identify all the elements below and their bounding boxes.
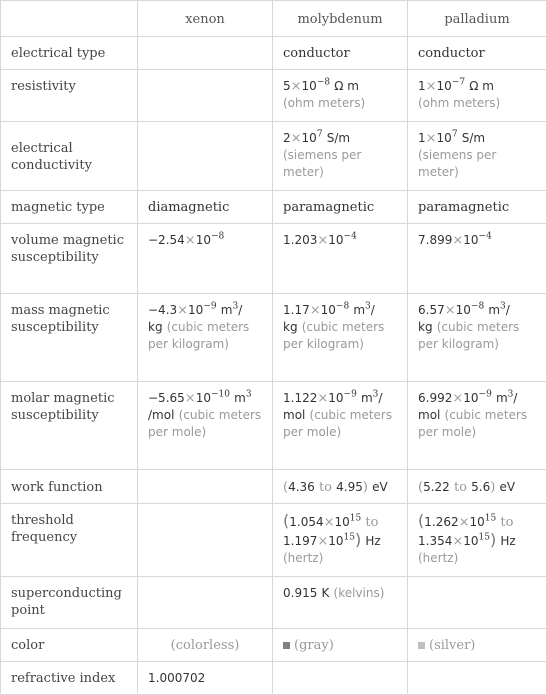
unit-slash: / bbox=[378, 391, 382, 405]
range-high-mantissa: 1.354 bbox=[418, 534, 452, 548]
times-sign: × bbox=[324, 515, 335, 530]
row-label: refractive index bbox=[1, 662, 138, 695]
row-mass-magnetic-susceptibility bbox=[1, 294, 546, 382]
range-low: 4.36 bbox=[288, 480, 315, 494]
cell-xenon-mass-susceptibility bbox=[138, 294, 273, 382]
value-exponent: −8 bbox=[336, 302, 349, 312]
cell-palladium-magnetic-type: paramagnetic bbox=[408, 191, 546, 224]
value-mantissa: 1.122 bbox=[283, 391, 317, 405]
times-sign: × bbox=[177, 303, 188, 318]
value-exponent: 7 bbox=[452, 130, 458, 140]
cell-xenon-electrical-type bbox=[138, 37, 273, 70]
unit-kg: kg bbox=[148, 320, 163, 334]
row-electrical-conductivity bbox=[1, 122, 546, 191]
cell-molybdenum-volume-susceptibility bbox=[273, 224, 408, 294]
silver-swatch-icon bbox=[418, 642, 425, 649]
cell-xenon-resistivity bbox=[138, 70, 273, 122]
value-base: 10 bbox=[437, 131, 452, 145]
row-color bbox=[1, 629, 546, 662]
cell-xenon-color: (colorless) bbox=[138, 629, 273, 662]
value-mantissa: 6.992 bbox=[418, 391, 452, 405]
unit-description: (ohm meters) bbox=[283, 96, 365, 110]
cell-palladium-refractive-index bbox=[408, 662, 546, 695]
value-exponent: 7 bbox=[317, 130, 323, 140]
unit-description: (ohm meters) bbox=[418, 96, 500, 110]
value-mantissa: 2 bbox=[283, 131, 291, 145]
header-empty-cell bbox=[1, 1, 138, 37]
times-sign: × bbox=[310, 303, 321, 318]
cell-palladium-electrical-conductivity bbox=[408, 122, 546, 191]
unit-description: (kelvins) bbox=[334, 586, 385, 600]
range-low: 5.22 bbox=[423, 480, 450, 494]
unit-m: m bbox=[488, 303, 500, 317]
value-exponent: −9 bbox=[203, 302, 216, 312]
cell-palladium-superconducting-point bbox=[408, 577, 546, 629]
value-mantissa: 1.203 bbox=[283, 233, 317, 247]
value-base: 10 bbox=[321, 303, 336, 317]
unit-description: (siemens per meter) bbox=[418, 148, 496, 179]
value-base: 10 bbox=[456, 303, 471, 317]
value-exponent: −4 bbox=[479, 232, 492, 242]
value-base: 10 bbox=[302, 79, 317, 93]
value-unit: Hz bbox=[365, 534, 380, 548]
value-base: 10 bbox=[302, 131, 317, 145]
cell-xenon-work-function bbox=[138, 470, 273, 504]
row-label: electrical type bbox=[1, 37, 138, 70]
cell-xenon-magnetic-type: diamagnetic bbox=[138, 191, 273, 224]
row-electrical-type bbox=[1, 37, 546, 70]
unit-kg: kg bbox=[283, 320, 298, 334]
value-unit: S/m bbox=[462, 131, 485, 145]
cell-molybdenum-color bbox=[273, 629, 408, 662]
value-unit: S/m bbox=[327, 131, 350, 145]
row-label: threshold frequency bbox=[1, 504, 138, 577]
value-exponent: −4 bbox=[344, 232, 357, 242]
value-unit: Ω m bbox=[334, 79, 359, 93]
cell-palladium-electrical-type: conductor bbox=[408, 37, 546, 70]
value-base: 10 bbox=[328, 391, 343, 405]
value-base: 10 bbox=[463, 233, 478, 247]
value-unit: Hz bbox=[500, 534, 515, 548]
value-base: 10 bbox=[328, 534, 343, 548]
unit-description: (cubic meters per kilogram) bbox=[418, 320, 519, 351]
unit-mol: mol bbox=[283, 408, 305, 422]
cell-xenon-refractive-index: 1.000702 bbox=[138, 662, 273, 695]
value-exponent: −7 bbox=[452, 78, 465, 88]
value-unit: eV bbox=[372, 480, 388, 494]
value-number: 0.915 bbox=[283, 586, 317, 600]
value-mantissa: 6.57 bbox=[418, 303, 445, 317]
row-label: work function bbox=[1, 470, 138, 504]
unit-mol: /mol bbox=[148, 408, 174, 422]
value-base: 10 bbox=[335, 515, 350, 529]
cell-xenon-electrical-conductivity bbox=[138, 122, 273, 191]
cell-molybdenum-superconducting-point bbox=[273, 577, 408, 629]
cell-molybdenum-molar-susceptibility bbox=[273, 382, 408, 470]
unit-slash: / bbox=[371, 303, 375, 317]
row-superconducting-point bbox=[1, 577, 546, 629]
cell-palladium-color bbox=[408, 629, 546, 662]
cell-molybdenum-electrical-type: conductor bbox=[273, 37, 408, 70]
range-high: 5.6 bbox=[471, 480, 490, 494]
row-volume-magnetic-susceptibility bbox=[1, 224, 546, 294]
row-resistivity bbox=[1, 70, 546, 122]
range-to: to bbox=[365, 515, 378, 530]
range-to: to bbox=[319, 480, 332, 495]
value-unit: K bbox=[322, 586, 330, 600]
value-exponent: −8 bbox=[211, 232, 224, 242]
cell-xenon-molar-susceptibility bbox=[138, 382, 273, 470]
value-mantissa: 1 bbox=[418, 79, 426, 93]
unit-exponent: 3 bbox=[508, 390, 514, 400]
value-base: 10 bbox=[463, 391, 478, 405]
value-exponent: −9 bbox=[479, 390, 492, 400]
cell-palladium-volume-susceptibility bbox=[408, 224, 546, 294]
unit-description: (hertz) bbox=[283, 551, 323, 565]
unit-description: (hertz) bbox=[418, 551, 458, 565]
unit-m: m bbox=[353, 303, 365, 317]
unit-exponent: 3 bbox=[373, 390, 379, 400]
range-low-exponent: 15 bbox=[350, 514, 361, 524]
row-label: superconducting point bbox=[1, 577, 138, 629]
color-name: (gray) bbox=[294, 638, 334, 653]
cell-palladium-threshold-frequency: ($1.262\times 10^{15}$ to $1.354\times 10^{15}$) Hz (hertz) bbox=[408, 504, 546, 577]
cell-xenon-superconducting-point bbox=[138, 577, 273, 629]
range-high-mantissa: 1.197 bbox=[283, 534, 317, 548]
value-mantissa: 7.899 bbox=[418, 233, 452, 247]
range-low-mantissa: 1.054 bbox=[289, 515, 323, 529]
value-base: 10 bbox=[437, 79, 452, 93]
row-magnetic-type bbox=[1, 191, 546, 224]
cell-palladium-work-function: (5.22 to 5.6) eV bbox=[408, 470, 546, 504]
times-sign: × bbox=[426, 131, 437, 146]
cell-molybdenum-refractive-index bbox=[273, 662, 408, 695]
row-label: molar magnetic susceptibility bbox=[1, 382, 138, 470]
times-sign: × bbox=[452, 391, 463, 406]
unit-exponent: 3 bbox=[246, 390, 252, 400]
value-mantissa: −4.3 bbox=[148, 303, 177, 317]
value-base: 10 bbox=[463, 534, 478, 548]
times-sign: × bbox=[317, 233, 328, 248]
row-label: volume magnetic susceptibility bbox=[1, 224, 138, 294]
unit-m: m bbox=[361, 391, 373, 405]
row-label: color bbox=[1, 629, 138, 662]
cell-palladium-resistivity bbox=[408, 70, 546, 122]
unit-exponent: 3 bbox=[232, 302, 238, 312]
header-xenon: xenon bbox=[138, 1, 273, 37]
unit-slash: / bbox=[506, 303, 510, 317]
value-exponent: −8 bbox=[471, 302, 484, 312]
unit-description: (siemens per meter) bbox=[283, 148, 361, 179]
times-sign: × bbox=[459, 515, 470, 530]
row-refractive-index bbox=[1, 662, 546, 695]
unit-kg: kg bbox=[418, 320, 433, 334]
value-unit: eV bbox=[499, 480, 515, 494]
times-sign: × bbox=[185, 391, 196, 406]
gray-swatch-icon bbox=[283, 642, 290, 649]
times-sign: × bbox=[291, 79, 302, 94]
row-label: electrical conductivity bbox=[1, 122, 138, 191]
range-high: 4.95 bbox=[336, 480, 363, 494]
cell-molybdenum-threshold-frequency: ($1.054\times 10^{15}$ to $1.197\times 10^{15}$) Hz (hertz) bbox=[273, 504, 408, 577]
cell-molybdenum-mass-susceptibility bbox=[273, 294, 408, 382]
range-to: to bbox=[500, 515, 513, 530]
unit-slash: / bbox=[238, 303, 242, 317]
unit-mol: mol bbox=[418, 408, 440, 422]
unit-exponent: 3 bbox=[365, 302, 371, 312]
value-mantissa: −2.54 bbox=[148, 233, 185, 247]
value-base: 10 bbox=[196, 233, 211, 247]
cell-molybdenum-work-function: (4.36 to 4.95) eV bbox=[273, 470, 408, 504]
value-exponent: −10 bbox=[211, 390, 230, 400]
cell-palladium-molar-susceptibility bbox=[408, 382, 546, 470]
cell-molybdenum-resistivity bbox=[273, 70, 408, 122]
range-to: to bbox=[454, 480, 467, 495]
value-mantissa: −5.65 bbox=[148, 391, 185, 405]
times-sign: × bbox=[317, 391, 328, 406]
unit-exponent: 3 bbox=[500, 302, 506, 312]
range-low-exponent: 15 bbox=[485, 514, 496, 524]
value-exponent: −8 bbox=[317, 78, 330, 88]
value-unit: Ω m bbox=[469, 79, 494, 93]
value-base: 10 bbox=[188, 303, 203, 317]
cell-xenon-threshold-frequency bbox=[138, 504, 273, 577]
unit-description: (cubic meters per mole) bbox=[418, 408, 527, 439]
unit-description: (cubic meters per mole) bbox=[283, 408, 392, 439]
unit-description: (cubic meters per kilogram) bbox=[148, 320, 249, 351]
value-base: 10 bbox=[470, 515, 485, 529]
times-sign: × bbox=[452, 534, 463, 549]
times-sign: × bbox=[452, 233, 463, 248]
unit-slash: / bbox=[513, 391, 517, 405]
color-name: (silver) bbox=[429, 638, 475, 653]
unit-m: m bbox=[234, 391, 246, 405]
times-sign: × bbox=[426, 79, 437, 94]
row-label: magnetic type bbox=[1, 191, 138, 224]
cell-molybdenum-magnetic-type: paramagnetic bbox=[273, 191, 408, 224]
unit-description: (cubic meters per mole) bbox=[148, 408, 261, 439]
header-molybdenum: molybdenum bbox=[273, 1, 408, 37]
unit-m: m bbox=[496, 391, 508, 405]
unit-description: (cubic meters per kilogram) bbox=[283, 320, 384, 351]
value-base: 10 bbox=[196, 391, 211, 405]
times-sign: × bbox=[445, 303, 456, 318]
cell-molybdenum-electrical-conductivity bbox=[273, 122, 408, 191]
cell-palladium-mass-susceptibility bbox=[408, 294, 546, 382]
row-label: mass magnetic susceptibility bbox=[1, 294, 138, 382]
range-low-mantissa: 1.262 bbox=[424, 515, 458, 529]
header-palladium: palladium bbox=[408, 1, 546, 37]
cell-xenon-volume-susceptibility bbox=[138, 224, 273, 294]
value-mantissa: 1 bbox=[418, 131, 426, 145]
value-mantissa: 5 bbox=[283, 79, 291, 93]
value-mantissa: 1.17 bbox=[283, 303, 310, 317]
value-exponent: −9 bbox=[344, 390, 357, 400]
range-high-exponent: 15 bbox=[344, 533, 355, 543]
unit-m: m bbox=[221, 303, 233, 317]
times-sign: × bbox=[291, 131, 302, 146]
row-label: resistivity bbox=[1, 70, 138, 122]
row-work-function bbox=[1, 470, 546, 504]
times-sign: × bbox=[317, 534, 328, 549]
value-base: 10 bbox=[328, 233, 343, 247]
times-sign: × bbox=[185, 233, 196, 248]
header-row bbox=[1, 1, 546, 37]
range-high-exponent: 15 bbox=[479, 533, 490, 543]
row-molar-magnetic-susceptibility bbox=[1, 382, 546, 470]
row-threshold-frequency bbox=[1, 504, 546, 577]
